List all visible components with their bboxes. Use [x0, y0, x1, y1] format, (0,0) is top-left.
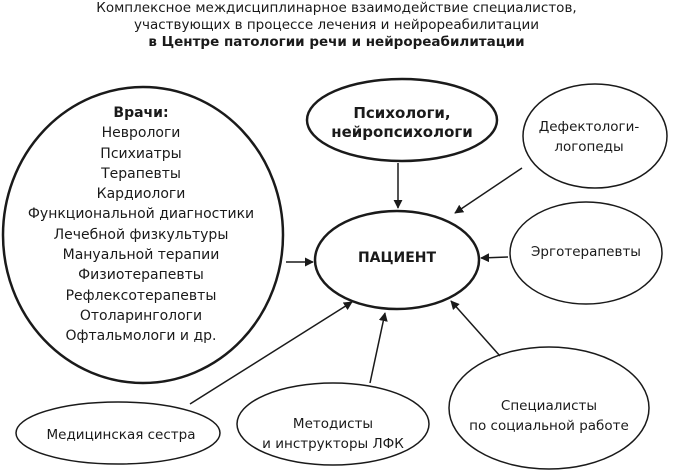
doctor-item: Отоларингологи	[79, 307, 203, 324]
methodists-line-1: Методисты	[292, 416, 374, 432]
methodists-node	[238, 415, 428, 454]
title-line-1: Комплексное междисциплинарное взаимодействие специалистов,	[96, 0, 577, 16]
patient-node	[317, 249, 477, 269]
doctor-item: Функциональной диагностики	[27, 206, 255, 223]
doctor-item: Офтальмологи и др.	[65, 328, 217, 345]
doctor-item: Терапевты	[101, 165, 181, 182]
defectologists-node	[520, 118, 658, 157]
arrow-social-workers	[451, 301, 500, 356]
methodists-line-2: и инструкторы ЛФК	[262, 435, 404, 452]
doctor-item: Лечебной физкультуры	[53, 226, 229, 243]
doctors-heading: Врачи:	[113, 105, 169, 121]
doctor-item: Мануальной терапии	[62, 247, 220, 264]
ergotherapists-node	[510, 243, 662, 263]
doctor-item: Рефлексотерапевты	[65, 287, 217, 304]
arrow-methodists	[370, 313, 385, 383]
title-line-3: в Центре патологии речи и нейрореабилитации	[148, 34, 525, 50]
psychologists-line-1: Психологи,	[353, 104, 451, 122]
title-line-2: участвующих в процессе лечения и нейрореабилитации	[134, 17, 539, 33]
ergotherapists-label: Эрготерапевты	[531, 244, 641, 260]
doctor-item: Физиотерапевты	[78, 267, 204, 284]
social-workers-line-1: Специалисты	[500, 398, 598, 414]
nurse-node	[20, 426, 222, 446]
psychologists-node	[307, 104, 497, 142]
doctors-node	[10, 103, 272, 347]
defectologists-line-2: логопеды	[554, 138, 624, 155]
nurse-label: Медицинская сестра	[46, 427, 196, 443]
patient-label: ПАЦИЕНТ	[357, 250, 437, 266]
social-workers-node	[449, 397, 649, 436]
social-workers-line-2: по социальной работе	[469, 417, 629, 434]
doctor-item: Неврологи	[101, 125, 181, 142]
arrow-defectologists	[455, 168, 522, 213]
doctor-item: Психиатры	[100, 145, 182, 162]
doctor-item: Кардиологи	[96, 186, 186, 203]
arrow-ergotherapists	[481, 257, 508, 258]
defectologists-line-1: Дефектологи-	[538, 119, 640, 135]
psychologists-line-2: нейропсихологи	[331, 123, 473, 141]
